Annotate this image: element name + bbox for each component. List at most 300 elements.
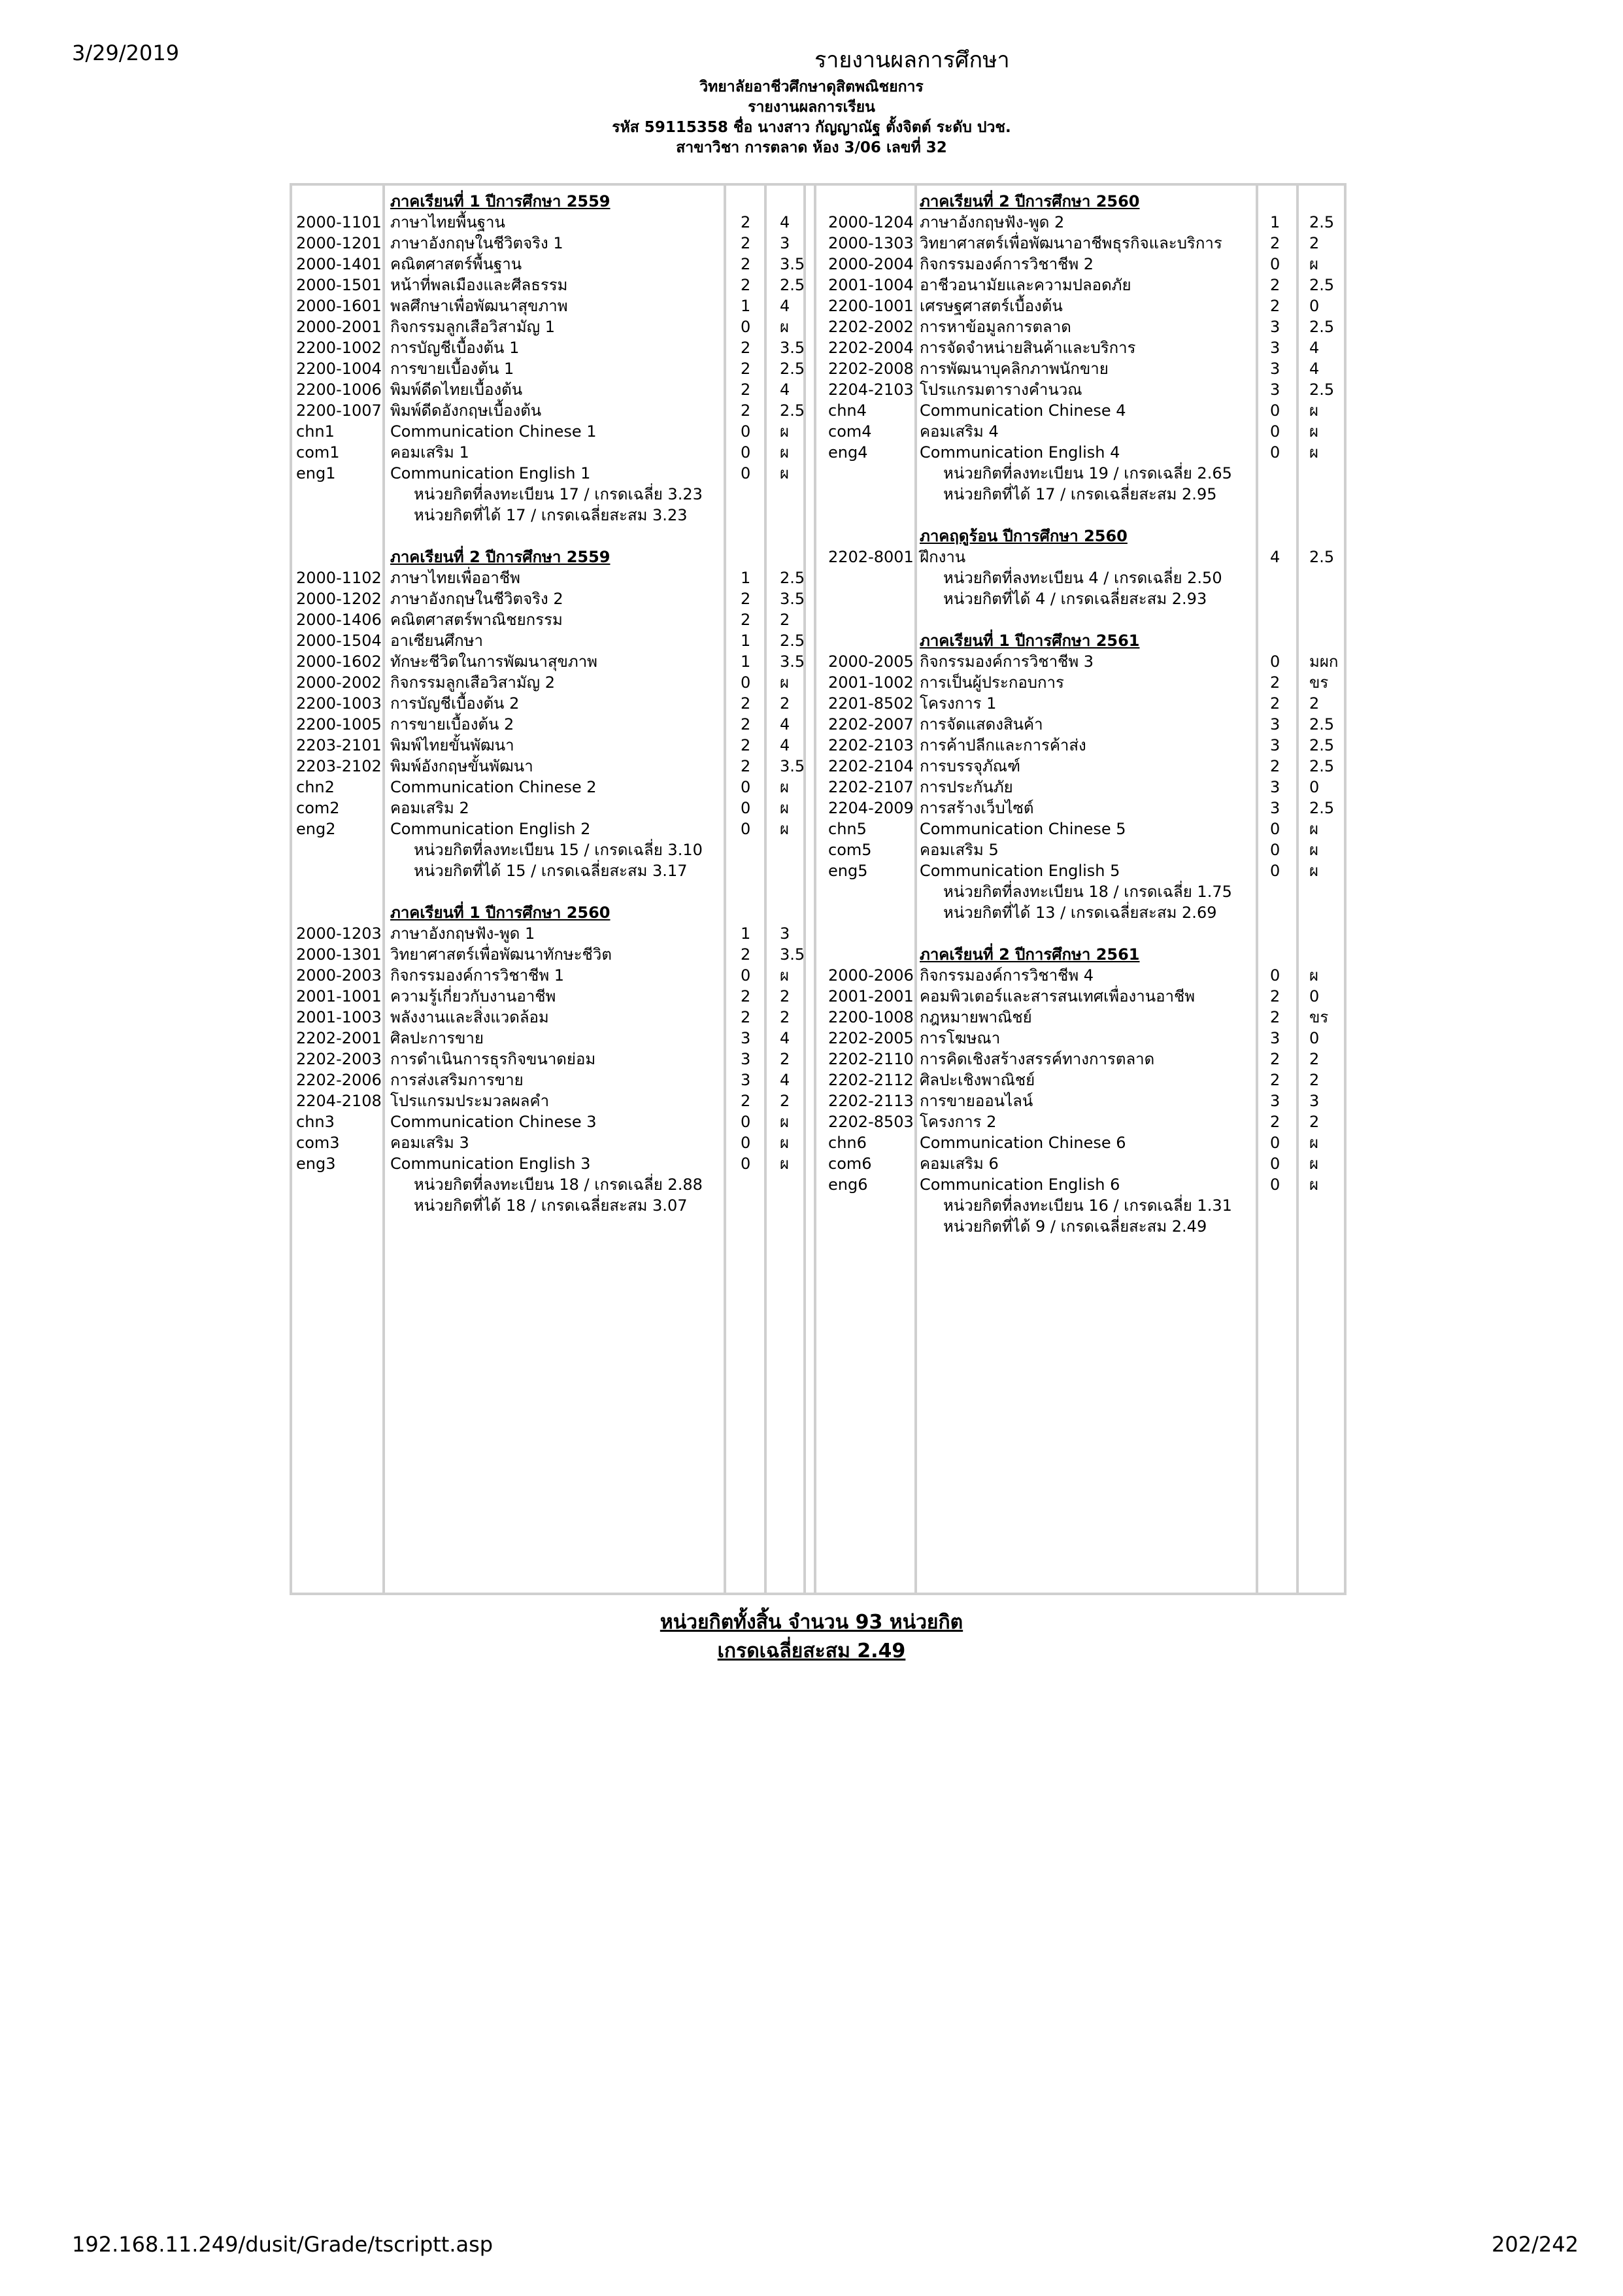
course-code: 2202-2104 bbox=[828, 757, 914, 775]
course-credit: 3 bbox=[1270, 715, 1280, 734]
course-row bbox=[296, 442, 806, 463]
footer-page-number: 202/242 bbox=[1492, 2232, 1579, 2257]
course-row bbox=[296, 777, 806, 798]
course-grade: 2 bbox=[1309, 1071, 1320, 1089]
course-code: com3 bbox=[296, 1134, 340, 1152]
course-code: 2000-1401 bbox=[296, 255, 382, 273]
course-code: 2200-1001 bbox=[828, 297, 914, 315]
semester-header bbox=[296, 547, 806, 567]
course-grade: ผ bbox=[1309, 401, 1319, 420]
course-code: eng4 bbox=[828, 443, 868, 462]
course-code: 2201-8502 bbox=[828, 694, 914, 713]
course-row bbox=[296, 965, 806, 986]
course-name: การหาข้อมูลการตลาด bbox=[920, 318, 1071, 336]
course-credit: 2 bbox=[741, 757, 751, 775]
course-name: คอมเสริม 2 bbox=[390, 799, 469, 817]
course-grade: ผ bbox=[780, 820, 790, 838]
course-name: การส่งเสริมการขาย bbox=[390, 1071, 524, 1089]
semester-header bbox=[828, 944, 1345, 965]
course-credit: 1 bbox=[741, 652, 751, 671]
course-credit: 0 bbox=[741, 318, 751, 336]
course-grade: 4 bbox=[780, 380, 790, 399]
course-name: คอมเสริม 1 bbox=[390, 443, 469, 462]
course-name: ภาษาอังกฤษในชีวิตจริง 1 bbox=[390, 234, 563, 252]
semester-title: ภาคเรียนที่ 2 ปีการศึกษา 2561 bbox=[920, 945, 1140, 964]
course-code: eng5 bbox=[828, 862, 868, 880]
course-grade: 3.5 bbox=[780, 652, 805, 671]
course-row bbox=[296, 295, 806, 316]
course-name: Communication English 3 bbox=[390, 1155, 591, 1173]
course-credit: 0 bbox=[741, 673, 751, 692]
course-name: ศิลปะการขาย bbox=[390, 1029, 484, 1047]
semester-summary bbox=[296, 1195, 806, 1216]
course-code: 2000-1501 bbox=[296, 276, 382, 294]
course-name: พิมพ์ไทยขั้นพัฒนา bbox=[390, 736, 514, 754]
summary-text: หน่วยกิตที่ได้ 18 / เกรดเฉลี่ยสะสม 3.07 bbox=[414, 1196, 688, 1215]
course-grade: ผ bbox=[1309, 443, 1319, 462]
course-credit: 0 bbox=[741, 1113, 751, 1131]
course-grade: 2 bbox=[780, 1008, 790, 1026]
course-credit: 0 bbox=[1270, 841, 1280, 859]
course-grade: 2.5 bbox=[1309, 380, 1335, 399]
course-name: โครงการ 2 bbox=[920, 1113, 997, 1131]
course-credit: 0 bbox=[1270, 443, 1280, 462]
course-credit: 3 bbox=[1270, 799, 1280, 817]
course-code: 2001-1003 bbox=[296, 1008, 382, 1026]
course-credit: 0 bbox=[1270, 422, 1280, 441]
semester-summary bbox=[828, 463, 1345, 484]
course-row bbox=[296, 651, 806, 672]
course-credit: 2 bbox=[1270, 234, 1280, 252]
course-row bbox=[296, 400, 806, 421]
course-name: ภาษาอังกฤษฟัง-พูด 2 bbox=[920, 213, 1065, 231]
course-code: 2203-2101 bbox=[296, 736, 382, 754]
course-name: โครงการ 1 bbox=[920, 694, 997, 713]
course-row bbox=[828, 839, 1345, 860]
course-row bbox=[828, 693, 1345, 714]
course-code: 2200-1007 bbox=[296, 401, 382, 420]
course-row bbox=[828, 1174, 1345, 1195]
course-credit: 2 bbox=[741, 611, 751, 629]
course-row bbox=[828, 379, 1345, 400]
course-grade: 0 bbox=[1309, 987, 1320, 1005]
course-name: คอมเสริม 6 bbox=[920, 1155, 999, 1173]
course-code: 2000-1602 bbox=[296, 652, 382, 671]
course-credit: 0 bbox=[1270, 862, 1280, 880]
course-grade: 4 bbox=[780, 715, 790, 734]
course-code: 2202-8001 bbox=[828, 548, 914, 566]
course-row bbox=[828, 316, 1345, 337]
course-credit: 3 bbox=[1270, 778, 1280, 796]
course-code: 2204-2103 bbox=[828, 380, 914, 399]
summary-text: หน่วยกิตที่ลงทะเบียน 18 / เกรดเฉลี่ย 2.88 bbox=[414, 1175, 703, 1194]
course-code: 2001-1002 bbox=[828, 673, 914, 692]
summary-text: หน่วยกิตที่ลงทะเบียน 18 / เกรดเฉลี่ย 1.75 bbox=[943, 883, 1232, 901]
course-grade: ผ bbox=[1309, 1175, 1319, 1194]
semester-summary bbox=[828, 881, 1345, 902]
semester-title: ภาคเรียนที่ 1 ปีการศึกษา 2561 bbox=[920, 632, 1140, 650]
course-grade: ผ bbox=[1309, 966, 1319, 985]
course-grade: 2.5 bbox=[1309, 318, 1335, 336]
course-grade: ผ bbox=[780, 1155, 790, 1173]
course-name: วิทยาศาสตร์เพื่อพัฒนาอาชีพธุรกิจและบริการ bbox=[920, 234, 1222, 252]
course-grade: ผ bbox=[780, 1134, 790, 1152]
summary-text: หน่วยกิตที่ได้ 15 / เกรดเฉลี่ยสะสม 3.17 bbox=[414, 862, 688, 880]
course-row bbox=[828, 986, 1345, 1007]
course-row bbox=[828, 819, 1345, 839]
course-row bbox=[296, 609, 806, 630]
course-credit: 2 bbox=[741, 339, 751, 357]
course-credit: 0 bbox=[1270, 820, 1280, 838]
course-row bbox=[296, 358, 806, 379]
course-grade: 0 bbox=[1309, 297, 1320, 315]
course-grade: 2 bbox=[780, 611, 790, 629]
course-credit: 2 bbox=[1270, 987, 1280, 1005]
course-row bbox=[828, 212, 1345, 233]
course-name: Communication English 5 bbox=[920, 862, 1120, 880]
course-row bbox=[828, 1111, 1345, 1132]
semester-title: ภาคเรียนที่ 2 ปีการศึกษา 2560 bbox=[920, 192, 1140, 211]
course-grade: 3.5 bbox=[780, 255, 805, 273]
course-row bbox=[828, 1132, 1345, 1153]
course-name: พลังงานและสิ่งแวดล้อม bbox=[390, 1008, 549, 1026]
course-grade: 2.5 bbox=[1309, 276, 1335, 294]
course-name: หน้าที่พลเมืองและศีลธรรม bbox=[390, 276, 568, 294]
course-name: การสร้างเว็บไซต์ bbox=[920, 799, 1034, 817]
course-grade: 4 bbox=[780, 297, 790, 315]
course-row bbox=[296, 588, 806, 609]
semester-summary bbox=[296, 484, 806, 505]
course-name: พลศึกษาเพื่อพัฒนาสุขภาพ bbox=[390, 297, 568, 315]
semester-summary bbox=[828, 484, 1345, 505]
semester-title: ภาคเรียนที่ 1 ปีการศึกษา 2559 bbox=[390, 192, 611, 211]
course-code: chn3 bbox=[296, 1113, 335, 1131]
course-grade: 3.5 bbox=[780, 590, 805, 608]
course-grade: ผ bbox=[1309, 1134, 1319, 1152]
course-code: 2000-1101 bbox=[296, 213, 382, 231]
course-code: 2000-1203 bbox=[296, 924, 382, 943]
course-code: eng3 bbox=[296, 1155, 336, 1173]
course-row bbox=[828, 860, 1345, 881]
course-name: อาเซียนศึกษา bbox=[390, 632, 483, 650]
course-row bbox=[828, 672, 1345, 693]
course-credit: 3 bbox=[741, 1071, 751, 1089]
course-row bbox=[296, 316, 806, 337]
course-credit: 0 bbox=[1270, 966, 1280, 985]
course-row bbox=[828, 1153, 1345, 1174]
course-name: การเป็นผู้ประกอบการ bbox=[920, 673, 1064, 692]
semester-summary bbox=[828, 588, 1345, 609]
course-name: การพัฒนาบุคลิกภาพนักขาย bbox=[920, 360, 1109, 378]
course-credit: 2 bbox=[741, 987, 751, 1005]
course-row bbox=[296, 233, 806, 254]
summary-text: หน่วยกิตที่ได้ 4 / เกรดเฉลี่ยสะสม 2.93 bbox=[943, 590, 1207, 608]
course-grade: 4 bbox=[780, 1071, 790, 1089]
course-grade: 2 bbox=[1309, 1113, 1320, 1131]
summary-text: หน่วยกิตที่ลงทะเบียน 19 / เกรดเฉลี่ย 2.65 bbox=[943, 464, 1232, 482]
course-code: 2202-2007 bbox=[828, 715, 914, 734]
course-credit: 3 bbox=[1270, 380, 1280, 399]
course-grade: ผ bbox=[1309, 422, 1319, 441]
course-grade: 2.5 bbox=[1309, 799, 1335, 817]
course-grade: ผ bbox=[780, 464, 790, 482]
course-row bbox=[828, 777, 1345, 798]
course-grade: 2.5 bbox=[780, 569, 805, 587]
course-code: 2200-1006 bbox=[296, 380, 382, 399]
course-code: 2000-1204 bbox=[828, 213, 914, 231]
course-credit: 2 bbox=[1270, 673, 1280, 692]
course-name: การโฆษณา bbox=[920, 1029, 1001, 1047]
course-credit: 0 bbox=[1270, 401, 1280, 420]
course-credit: 0 bbox=[741, 778, 751, 796]
course-grade: 4 bbox=[1309, 339, 1320, 357]
course-name: โปรแกรมประมวลผลคำ bbox=[390, 1092, 550, 1110]
course-name: การคิดเชิงสร้างสรรค์ทางการตลาด bbox=[920, 1050, 1155, 1068]
course-name: Communication English 6 bbox=[920, 1175, 1120, 1194]
course-name: คณิตศาสตร์พาณิชยกรรม bbox=[390, 611, 563, 629]
course-grade: 2.5 bbox=[780, 360, 805, 378]
course-code: eng2 bbox=[296, 820, 336, 838]
course-credit: 0 bbox=[741, 1134, 751, 1152]
semester-title: ภาคเรียนที่ 2 ปีการศึกษา 2559 bbox=[390, 548, 611, 566]
course-grade: 4 bbox=[1309, 360, 1320, 378]
course-code: 2000-1601 bbox=[296, 297, 382, 315]
course-name: คอมเสริม 4 bbox=[920, 422, 999, 441]
course-name: การประกันภัย bbox=[920, 778, 1013, 796]
course-name: วิทยาศาสตร์เพื่อพัฒนาทักษะชีวิต bbox=[390, 945, 612, 964]
print-date: 3/29/2019 bbox=[72, 41, 180, 65]
course-credit: 3 bbox=[1270, 1029, 1280, 1047]
course-grade: ผ bbox=[1309, 1155, 1319, 1173]
course-name: คณิตศาสตร์พื้นฐาน bbox=[390, 255, 522, 273]
course-code: 2200-1003 bbox=[296, 694, 382, 713]
course-row bbox=[828, 1049, 1345, 1070]
course-name: อาชีวอนามัยและความปลอดภัย bbox=[920, 276, 1131, 294]
course-name: การบัญชีเบื้องต้น 1 bbox=[390, 339, 520, 357]
course-row bbox=[828, 547, 1345, 567]
semester-summary bbox=[296, 1174, 806, 1195]
course-credit: 0 bbox=[1270, 255, 1280, 273]
course-row bbox=[296, 735, 806, 756]
course-code: 2200-1004 bbox=[296, 360, 382, 378]
course-name: การขายออนไลน์ bbox=[920, 1092, 1033, 1110]
course-code: 2000-2004 bbox=[828, 255, 914, 273]
course-code: 2204-2108 bbox=[296, 1092, 382, 1110]
course-row bbox=[296, 1090, 806, 1111]
course-row bbox=[296, 1049, 806, 1070]
course-grade: ผ bbox=[780, 422, 790, 441]
course-row bbox=[828, 358, 1345, 379]
course-credit: 1 bbox=[741, 632, 751, 650]
course-grade: 3.5 bbox=[780, 945, 805, 964]
course-row bbox=[828, 1007, 1345, 1028]
course-name: Communication English 4 bbox=[920, 443, 1120, 462]
course-row bbox=[296, 1153, 806, 1174]
course-name: ฝึกงาน bbox=[920, 548, 966, 566]
semester-summary bbox=[828, 567, 1345, 588]
course-grade: 4 bbox=[780, 213, 790, 231]
course-code: com2 bbox=[296, 799, 340, 817]
course-row bbox=[828, 233, 1345, 254]
course-code: 2000-1406 bbox=[296, 611, 382, 629]
course-grade: ผ bbox=[780, 1113, 790, 1131]
course-name: กิจกรรมลูกเสือวิสามัญ 1 bbox=[390, 318, 555, 336]
course-code: eng1 bbox=[296, 464, 336, 482]
course-credit: 0 bbox=[1270, 1175, 1280, 1194]
course-name: Communication English 1 bbox=[390, 464, 591, 482]
course-code: chn2 bbox=[296, 778, 335, 796]
course-code: 2001-1001 bbox=[296, 987, 382, 1005]
course-code: 2202-2107 bbox=[828, 778, 914, 796]
course-row bbox=[828, 1090, 1345, 1111]
course-code: 2000-2005 bbox=[828, 652, 914, 671]
course-name: การค้าปลีกและการค้าส่ง bbox=[920, 736, 1086, 754]
course-row bbox=[296, 672, 806, 693]
course-name: ภาษาไทยเพื่ออาชีพ bbox=[390, 569, 520, 587]
semester-header bbox=[828, 526, 1345, 547]
course-code: 2202-2002 bbox=[828, 318, 914, 336]
course-name: คอมเสริม 5 bbox=[920, 841, 999, 859]
course-row bbox=[296, 944, 806, 965]
course-code: 2000-1301 bbox=[296, 945, 382, 964]
course-grade: 2.5 bbox=[780, 276, 805, 294]
course-grade: 2 bbox=[780, 1092, 790, 1110]
course-name: คอมเสริม 3 bbox=[390, 1134, 469, 1152]
course-credit: 2 bbox=[741, 1008, 751, 1026]
course-credit: 2 bbox=[741, 234, 751, 252]
course-grade: 2.5 bbox=[780, 632, 805, 650]
course-credit: 0 bbox=[741, 422, 751, 441]
course-name: การจัดจำหน่ายสินค้าและบริการ bbox=[920, 339, 1136, 357]
course-row bbox=[828, 295, 1345, 316]
course-row bbox=[296, 798, 806, 819]
course-credit: 0 bbox=[741, 443, 751, 462]
course-credit: 0 bbox=[741, 464, 751, 482]
semester-title: ภาคเรียนที่ 1 ปีการศึกษา 2560 bbox=[390, 903, 611, 922]
course-code: chn5 bbox=[828, 820, 867, 838]
course-row bbox=[828, 798, 1345, 819]
department-info: สาขาวิชา การตลาด ห้อง 3/06 เลขที่ 32 bbox=[676, 139, 947, 156]
course-credit: 2 bbox=[1270, 276, 1280, 294]
course-grade: ขร bbox=[1309, 1008, 1329, 1026]
course-row bbox=[296, 463, 806, 484]
course-row bbox=[296, 1028, 806, 1049]
course-code: 2202-2110 bbox=[828, 1050, 914, 1068]
course-code: 2000-2006 bbox=[828, 966, 914, 985]
course-row bbox=[828, 651, 1345, 672]
course-code: 2000-2001 bbox=[296, 318, 382, 336]
course-name: Communication Chinese 1 bbox=[390, 422, 597, 441]
course-row bbox=[828, 400, 1345, 421]
semester-header bbox=[296, 191, 806, 212]
course-credit: 2 bbox=[741, 736, 751, 754]
course-grade: ผ bbox=[1309, 255, 1319, 273]
semester-header bbox=[828, 191, 1345, 212]
course-credit: 2 bbox=[741, 715, 751, 734]
course-code: 2202-2003 bbox=[296, 1050, 382, 1068]
course-row bbox=[828, 275, 1345, 295]
course-code: 2202-2113 bbox=[828, 1092, 914, 1110]
course-row bbox=[296, 567, 806, 588]
course-name: Communication Chinese 6 bbox=[920, 1134, 1126, 1152]
course-code: 2001-2001 bbox=[828, 987, 914, 1005]
course-credit: 2 bbox=[741, 255, 751, 273]
course-row bbox=[828, 254, 1345, 275]
course-grade: ผ bbox=[780, 966, 790, 985]
total-credits: หน่วยกิตทั้งสิ้น จำนวน 93 หน่วยกิต bbox=[660, 1611, 963, 1634]
course-credit: 2 bbox=[741, 401, 751, 420]
course-credit: 3 bbox=[741, 1050, 751, 1068]
course-code: 2200-1002 bbox=[296, 339, 382, 357]
course-credit: 3 bbox=[1270, 339, 1280, 357]
summary-text: หน่วยกิตที่ได้ 17 / เกรดเฉลี่ยสะสม 2.95 bbox=[943, 485, 1217, 503]
course-credit: 2 bbox=[741, 590, 751, 608]
course-name: กิจกรรมองค์การวิชาชีพ 4 bbox=[920, 966, 1094, 985]
course-code: 2202-2103 bbox=[828, 736, 914, 754]
course-name: คอมพิวเตอร์และสารสนเทศเพื่องานอาชีพ bbox=[920, 987, 1196, 1005]
course-row bbox=[296, 1070, 806, 1090]
course-name: Communication Chinese 2 bbox=[390, 778, 597, 796]
course-code: 2000-1303 bbox=[828, 234, 914, 252]
course-code: 2200-1005 bbox=[296, 715, 382, 734]
course-code: com4 bbox=[828, 422, 872, 441]
course-credit: 3 bbox=[1270, 318, 1280, 336]
course-code: 2202-2005 bbox=[828, 1029, 914, 1047]
course-grade: 2 bbox=[780, 1050, 790, 1068]
course-row bbox=[296, 1007, 806, 1028]
course-grade: ผ bbox=[780, 778, 790, 796]
course-name: กิจกรรมองค์การวิชาชีพ 2 bbox=[920, 255, 1094, 273]
course-grade: 2 bbox=[780, 694, 790, 713]
course-code: chn6 bbox=[828, 1134, 867, 1152]
course-grade: 3.5 bbox=[780, 757, 805, 775]
semester-header bbox=[828, 630, 1345, 651]
course-name: พิมพ์อังกฤษขั้นพัฒนา bbox=[390, 757, 533, 775]
course-grade: ผ bbox=[780, 673, 790, 692]
course-row bbox=[828, 442, 1345, 463]
course-credit: 0 bbox=[741, 1155, 751, 1173]
course-grade: 2 bbox=[780, 987, 790, 1005]
course-grade: 3 bbox=[780, 924, 790, 943]
course-credit: 2 bbox=[1270, 297, 1280, 315]
summary-text: หน่วยกิตที่ได้ 17 / เกรดเฉลี่ยสะสม 3.23 bbox=[414, 506, 688, 524]
course-row bbox=[296, 254, 806, 275]
course-code: 2202-2008 bbox=[828, 360, 914, 378]
course-grade: 2.5 bbox=[780, 401, 805, 420]
semester-summary bbox=[828, 902, 1345, 923]
course-grade: 3.5 bbox=[780, 339, 805, 357]
course-row bbox=[296, 693, 806, 714]
course-credit: 3 bbox=[741, 1029, 751, 1047]
course-credit: 2 bbox=[1270, 1113, 1280, 1131]
course-row bbox=[828, 965, 1345, 986]
course-credit: 1 bbox=[741, 569, 751, 587]
course-row bbox=[828, 337, 1345, 358]
course-grade: ผ bbox=[780, 799, 790, 817]
course-name: ภาษาอังกฤษในชีวิตจริง 2 bbox=[390, 590, 563, 608]
course-code: eng6 bbox=[828, 1175, 868, 1194]
transcript-table bbox=[290, 183, 1347, 1595]
summary-text: หน่วยกิตที่ได้ 13 / เกรดเฉลี่ยสะสม 2.69 bbox=[943, 903, 1217, 922]
course-name: กิจกรรมองค์การวิชาชีพ 3 bbox=[920, 652, 1094, 671]
course-name: การดำเนินการธุรกิจขนาดย่อม bbox=[390, 1050, 596, 1068]
course-code: 2000-1202 bbox=[296, 590, 382, 608]
course-code: 2202-2006 bbox=[296, 1071, 382, 1089]
course-row bbox=[828, 735, 1345, 756]
course-code: com6 bbox=[828, 1155, 872, 1173]
course-credit: 2 bbox=[741, 276, 751, 294]
semester-header bbox=[296, 902, 806, 923]
